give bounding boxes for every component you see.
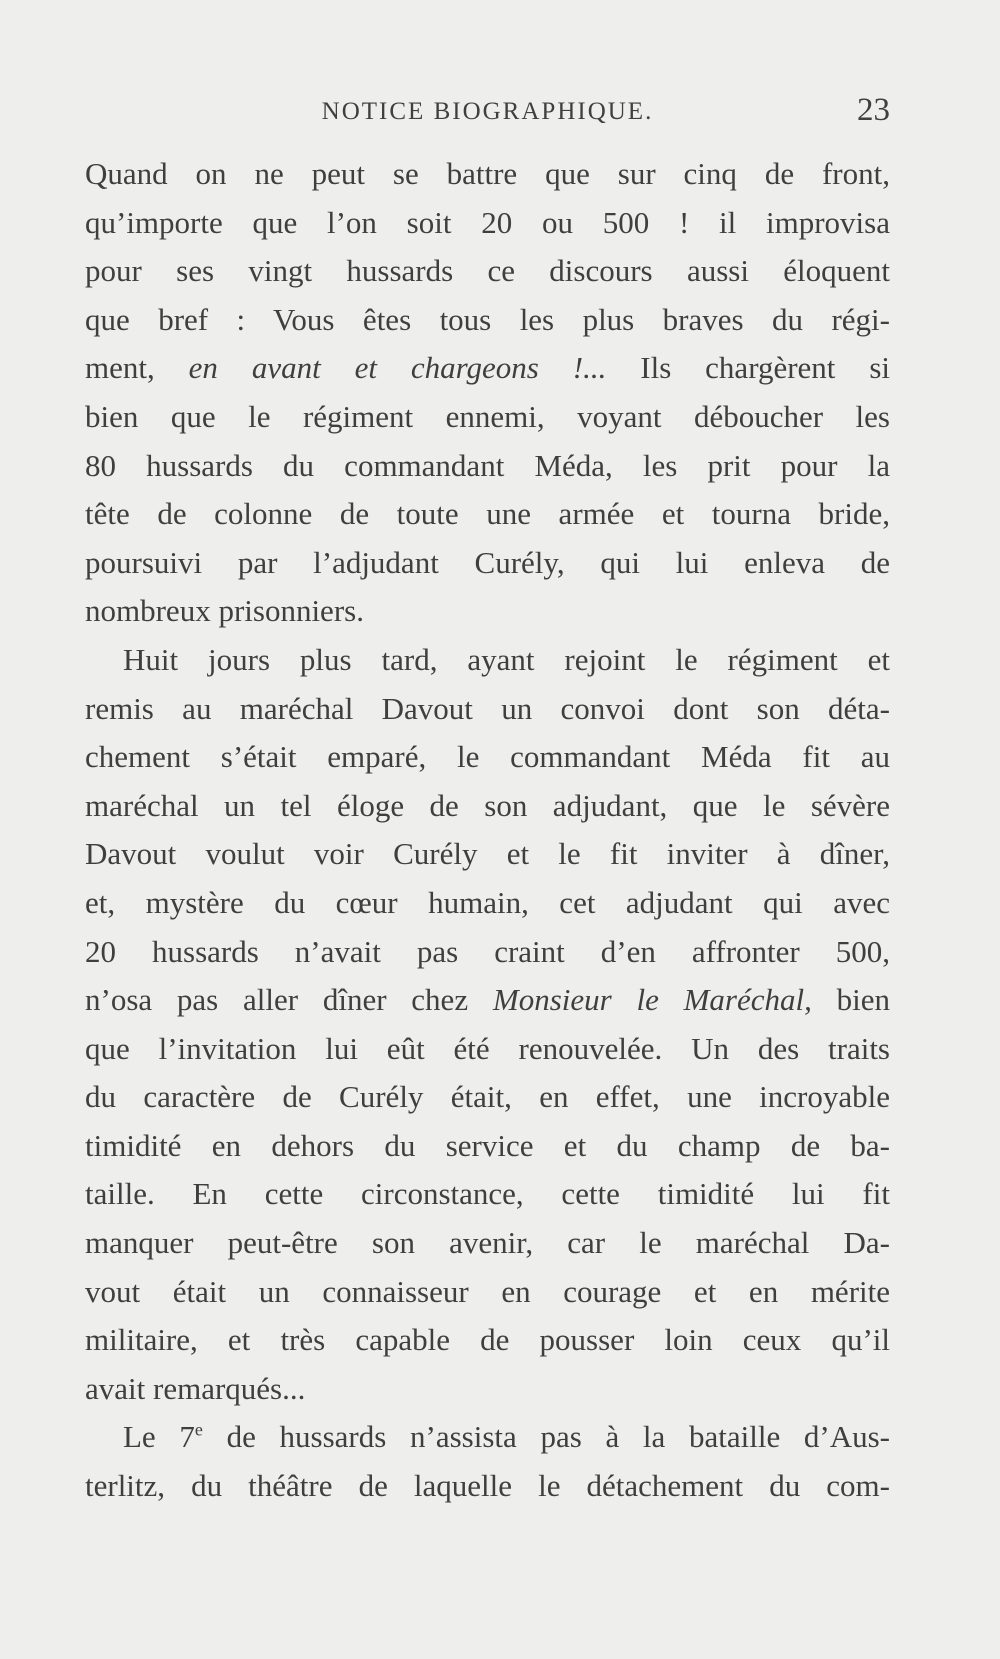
text-line: Davout voulut voir Curély et le fit inviter à dîner, (85, 836, 890, 872)
text-line: poursuivi par l’adjudant Curély, qui lui enleva de (85, 544, 890, 580)
paragraph-3 (85, 1413, 890, 1510)
text-line: Huit jours plus tard, ayant rejoint le régiment et (123, 641, 890, 677)
text-line: du caractère de Curély était, en effet, une incroyable (85, 1079, 890, 1115)
text-line: bien que le régiment ennemi, voyant déboucher les (85, 398, 890, 434)
paragraph-1 (85, 150, 890, 636)
text-line: avait remarqués... (85, 1370, 306, 1406)
text-line (85, 976, 890, 1025)
text-line: remis au maréchal Davout un convoi dont son déta- (85, 690, 890, 726)
paragraph-2 (85, 636, 890, 1414)
text-fragment: de hussards n’assista pas à la bataille d’Aus- (202, 1419, 890, 1455)
text-line: militaire, et très capable de pousser loin ceux qu’il (85, 1322, 890, 1358)
text-line: que l’invitation lui eût été renouvelée. Un des traits (85, 1030, 890, 1066)
text-line: vout était un connaisseur en courage et en mérite (85, 1273, 890, 1309)
text-line: tête de colonne de toute une armée et tourna bride, (85, 496, 890, 532)
text-line: 20 hussards n’avait pas craint d’en affronter 500, (85, 933, 890, 969)
text-line: Quand on ne peut se battre que sur cinq de front, (85, 156, 890, 191)
text-line: pour ses vingt hussards ce discours aussi éloquent (85, 253, 890, 289)
text-line: chement s’était emparé, le commandant Méda fit au (85, 739, 890, 775)
text-line: manquer peut-être son avenir, car le maréchal Da- (85, 1225, 890, 1261)
text-line: maréchal un tel éloge de son adjudant, que le sévère (85, 787, 890, 823)
text-line: 80 hussards du commandant Méda, les prit pour la (85, 447, 890, 483)
text-line: timidité en dehors du service et du champ de ba- (85, 1127, 890, 1163)
page-number: 23 (857, 92, 890, 128)
text-line: qu’importe que l’on soit 20 ou 500 ! il improvisa (85, 204, 890, 240)
superscript: e (194, 1420, 203, 1441)
text-fragment: ment, (85, 350, 155, 386)
text-line: que bref : Vous êtes tous les plus braves du régi- (85, 301, 890, 337)
text-line: et, mystère du cœur humain, cet adjudant qui avec (85, 884, 890, 920)
text-line: nombreux prisonniers. (85, 593, 364, 629)
text-line: taille. En cette circonstance, cette timidité lui fit (85, 1176, 890, 1212)
text-line: terlitz, du théâtre de laquelle le détachement du com- (85, 1468, 890, 1504)
text-fragment: bien (836, 982, 891, 1018)
text-fragment: n’osa pas aller dîner chez (85, 982, 469, 1018)
text-fragment: Le 7 (123, 1419, 195, 1455)
text-line (85, 344, 890, 393)
text-body (85, 150, 890, 1511)
running-title: NOTICE BIOGRAPHIQUE. (321, 98, 654, 125)
italic-phrase: Monsieur le Maréchal, (492, 982, 812, 1018)
running-head (85, 92, 890, 134)
text-line (85, 1413, 890, 1462)
italic-phrase: en avant et chargeons !... (188, 350, 607, 386)
text-fragment: Ils chargèrent si (640, 350, 890, 386)
